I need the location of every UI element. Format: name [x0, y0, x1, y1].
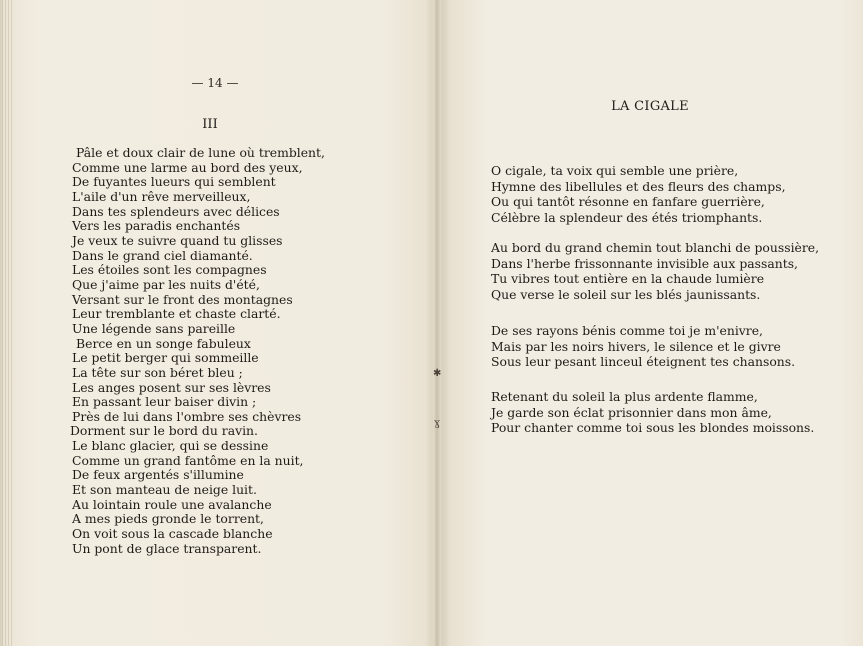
page-edges — [2, 0, 14, 646]
poem-line: Comme une larme au bord des yeux, — [72, 159, 303, 175]
stanza — [491, 163, 786, 225]
poem-line: Les anges posent sur ses lèvres — [72, 379, 271, 395]
binding-stitch-icon: ✱ — [433, 368, 442, 379]
stanza-line: Que verse le soleil sur les blés jaunissants. — [491, 286, 761, 302]
stanza-line: Dans l'herbe frissonnante invisible aux passants, — [491, 255, 799, 271]
poem-line: Dorment sur le bord du ravin. — [70, 423, 258, 439]
poem-line: De feux argentés s'illumine — [72, 467, 244, 483]
book-gutter — [433, 0, 441, 646]
poem-line: Versant sur le front des montagnes — [72, 291, 293, 307]
poem-line: Le blanc glacier, qui se dessine — [72, 438, 269, 454]
poem-line: Le petit berger qui sommeille — [72, 350, 259, 366]
stanza — [491, 389, 814, 436]
poem-line: Je veux te suivre quand tu glisses — [72, 232, 283, 248]
stanza-line: Célèbre la splendeur des étés triomphants. — [491, 209, 763, 225]
page-number: — 14 — — [191, 76, 239, 90]
poem-line: Dans le grand ciel diamanté. — [72, 247, 253, 263]
stanza-line: Au bord du grand chemin tout blanchi de poussière, — [491, 240, 820, 255]
stanza-line: Je garde son éclat prisonnier dans mon âme, — [491, 404, 772, 420]
poem-line: L'aile d'un rêve merveilleux, — [72, 188, 251, 204]
stanza-line: De ses rayons bénis comme toi je m'enivre, — [491, 323, 763, 338]
poem-line: Que j'aime par les nuits d'été, — [72, 276, 260, 292]
poem-line: Berce en un songe fabuleux — [76, 335, 251, 351]
poem-line: A mes pieds gronde le torrent, — [72, 511, 264, 527]
poem-line: Comme un grand fantôme en la nuit, — [72, 452, 304, 468]
section-numeral: III — [202, 117, 218, 132]
poem-line: Près de lui dans l'ombre ses chèvres — [72, 408, 302, 424]
stanza — [491, 240, 819, 302]
stanza — [491, 323, 795, 370]
poem-line: La tête sur son béret bleu ; — [72, 364, 243, 380]
left-poem — [72, 146, 325, 556]
stanza-line: Tu vibres tout entière en la chaude lumière — [491, 271, 765, 287]
poem-line: Vers les paradis enchantés — [72, 218, 241, 234]
stanza-line: Hymne des libellules et des fleurs des champs, — [491, 178, 786, 194]
poem-line: Une légende sans pareille — [72, 320, 236, 336]
poem-line: Et son manteau de neige luit. — [72, 482, 257, 498]
stanza-line: O cigale, ta voix qui semble une prière, — [491, 163, 739, 178]
poem-line: En passant leur baiser divin ; — [72, 394, 257, 410]
stanza-line: Sous leur pesant linceul éteignent tes chansons. — [491, 354, 796, 370]
stanza-line: Pour chanter comme toi sous les blondes moissons. — [491, 420, 815, 436]
binding-thread-icon: ɣ — [434, 418, 440, 429]
poem-line: Au lointain roule une avalanche — [72, 496, 272, 512]
poem-line: Pâle et doux clair de lune où tremblent, — [76, 145, 325, 160]
poem-line: Leur tremblante et chaste clarté. — [72, 306, 281, 322]
poem-line: De fuyantes lueurs qui semblent — [72, 174, 276, 190]
poem-line: On voit sous la cascade blanche — [72, 526, 273, 542]
poem-line: Les étoiles sont les compagnes — [72, 262, 267, 278]
poem-title: LA CIGALE — [611, 99, 689, 114]
stanza-line: Ou qui tantôt résonne en fanfare guerrière, — [491, 194, 765, 210]
poem-line: Dans tes splendeurs avec délices — [72, 203, 280, 219]
stanza-line: Retenant du soleil la plus ardente flamme, — [491, 389, 758, 404]
poem-line: Un pont de glace transparent. — [72, 540, 262, 556]
stanza-line: Mais par les noirs hivers, le silence et le givre — [491, 338, 781, 354]
